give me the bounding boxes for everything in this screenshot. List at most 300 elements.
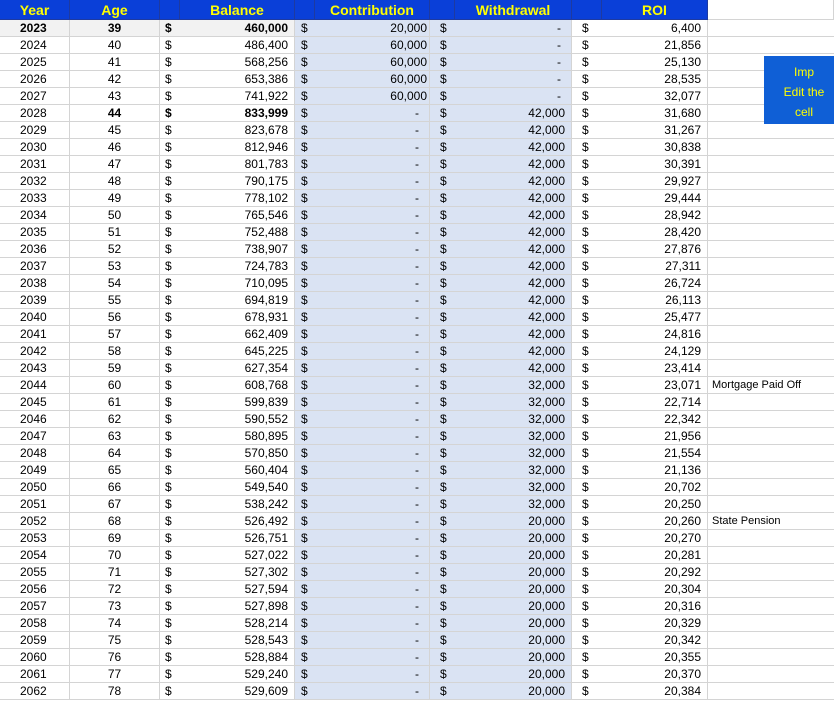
cell-roi[interactable]: 22,714 — [602, 394, 708, 411]
cell-contribution[interactable]: - — [315, 309, 430, 326]
cell-withdrawal-currency[interactable]: $ — [430, 343, 455, 360]
cell-balance-currency[interactable]: $ — [160, 343, 180, 360]
cell-contribution-currency[interactable]: $ — [295, 394, 315, 411]
cell-balance-currency[interactable]: $ — [160, 428, 180, 445]
cell-age[interactable]: 49 — [70, 190, 160, 207]
header-note-cell[interactable] — [708, 0, 834, 20]
cell-withdrawal[interactable]: 20,000 — [455, 513, 572, 530]
cell-contribution[interactable]: - — [315, 666, 430, 683]
cell-balance-currency[interactable]: $ — [160, 207, 180, 224]
cell-age[interactable]: 73 — [70, 598, 160, 615]
cell-withdrawal-currency[interactable]: $ — [430, 122, 455, 139]
cell-roi[interactable]: 30,391 — [602, 156, 708, 173]
cell-note[interactable] — [708, 530, 834, 547]
cell-roi[interactable]: 31,267 — [602, 122, 708, 139]
cell-year[interactable]: 2028 — [0, 105, 70, 122]
cell-balance[interactable]: 694,819 — [180, 292, 295, 309]
cell-withdrawal[interactable]: - — [455, 71, 572, 88]
cell-balance[interactable]: 570,850 — [180, 445, 295, 462]
cell-balance-currency[interactable]: $ — [160, 462, 180, 479]
cell-withdrawal-currency[interactable]: $ — [430, 156, 455, 173]
cell-contribution[interactable]: - — [315, 530, 430, 547]
cell-roi[interactable]: 26,724 — [602, 275, 708, 292]
cell-roi-currency[interactable]: $ — [572, 88, 602, 105]
cell-contribution[interactable]: - — [315, 207, 430, 224]
header-age[interactable]: Age — [70, 0, 160, 20]
cell-year[interactable]: 2047 — [0, 428, 70, 445]
cell-contribution[interactable]: - — [315, 462, 430, 479]
cell-roi-currency[interactable]: $ — [572, 615, 602, 632]
cell-contribution[interactable]: - — [315, 683, 430, 700]
cell-balance-currency[interactable]: $ — [160, 445, 180, 462]
cell-age[interactable]: 67 — [70, 496, 160, 513]
cell-balance-currency[interactable]: $ — [160, 309, 180, 326]
cell-withdrawal-currency[interactable]: $ — [430, 496, 455, 513]
cell-roi[interactable]: 20,370 — [602, 666, 708, 683]
cell-roi[interactable]: 20,355 — [602, 649, 708, 666]
cell-withdrawal[interactable]: 32,000 — [455, 479, 572, 496]
cell-age[interactable]: 76 — [70, 649, 160, 666]
cell-balance-currency[interactable]: $ — [160, 564, 180, 581]
cell-roi[interactable]: 20,316 — [602, 598, 708, 615]
cell-balance-currency[interactable]: $ — [160, 54, 180, 71]
cell-contribution[interactable]: 60,000 — [315, 54, 430, 71]
cell-withdrawal-currency[interactable]: $ — [430, 292, 455, 309]
cell-balance[interactable]: 790,175 — [180, 173, 295, 190]
cell-contribution[interactable]: - — [315, 445, 430, 462]
cell-withdrawal-currency[interactable]: $ — [430, 360, 455, 377]
cell-balance[interactable]: 528,543 — [180, 632, 295, 649]
cell-contribution-currency[interactable]: $ — [295, 649, 315, 666]
cell-roi-currency[interactable]: $ — [572, 207, 602, 224]
cell-balance-currency[interactable]: $ — [160, 394, 180, 411]
cell-contribution-currency[interactable]: $ — [295, 37, 315, 54]
cell-contribution[interactable]: 60,000 — [315, 71, 430, 88]
cell-withdrawal[interactable]: 32,000 — [455, 428, 572, 445]
cell-contribution-currency[interactable]: $ — [295, 479, 315, 496]
cell-withdrawal-currency[interactable]: $ — [430, 564, 455, 581]
cell-contribution[interactable]: - — [315, 598, 430, 615]
cell-contribution-currency[interactable]: $ — [295, 343, 315, 360]
cell-withdrawal[interactable]: 42,000 — [455, 156, 572, 173]
cell-withdrawal[interactable]: 42,000 — [455, 309, 572, 326]
cell-note[interactable] — [708, 360, 834, 377]
cell-age[interactable]: 39 — [70, 20, 160, 37]
cell-note[interactable] — [708, 411, 834, 428]
cell-roi-currency[interactable]: $ — [572, 462, 602, 479]
cell-year[interactable]: 2060 — [0, 649, 70, 666]
cell-withdrawal[interactable]: 42,000 — [455, 258, 572, 275]
cell-contribution[interactable]: - — [315, 377, 430, 394]
cell-roi-currency[interactable]: $ — [572, 71, 602, 88]
cell-contribution-currency[interactable]: $ — [295, 632, 315, 649]
cell-balance-currency[interactable]: $ — [160, 479, 180, 496]
cell-age[interactable]: 75 — [70, 632, 160, 649]
cell-balance[interactable]: 527,898 — [180, 598, 295, 615]
cell-balance-currency[interactable]: $ — [160, 71, 180, 88]
cell-withdrawal[interactable]: 20,000 — [455, 649, 572, 666]
cell-age[interactable]: 71 — [70, 564, 160, 581]
cell-roi[interactable]: 26,113 — [602, 292, 708, 309]
cell-withdrawal-currency[interactable]: $ — [430, 275, 455, 292]
cell-year[interactable]: 2029 — [0, 122, 70, 139]
cell-note[interactable] — [708, 666, 834, 683]
cell-roi[interactable]: 31,680 — [602, 105, 708, 122]
cell-withdrawal-currency[interactable]: $ — [430, 105, 455, 122]
cell-contribution[interactable]: - — [315, 105, 430, 122]
cell-roi-currency[interactable]: $ — [572, 292, 602, 309]
cell-age[interactable]: 53 — [70, 258, 160, 275]
cell-contribution-currency[interactable]: $ — [295, 547, 315, 564]
cell-balance[interactable]: 526,492 — [180, 513, 295, 530]
cell-balance-currency[interactable]: $ — [160, 275, 180, 292]
cell-age[interactable]: 43 — [70, 88, 160, 105]
cell-contribution[interactable]: - — [315, 156, 430, 173]
cell-withdrawal[interactable]: 42,000 — [455, 224, 572, 241]
cell-contribution[interactable]: - — [315, 649, 430, 666]
header-contribution-currency-cell[interactable] — [295, 0, 315, 20]
cell-age[interactable]: 46 — [70, 139, 160, 156]
cell-age[interactable]: 77 — [70, 666, 160, 683]
cell-withdrawal[interactable]: 20,000 — [455, 598, 572, 615]
cell-note[interactable] — [708, 326, 834, 343]
cell-year[interactable]: 2050 — [0, 479, 70, 496]
cell-withdrawal-currency[interactable]: $ — [430, 190, 455, 207]
cell-contribution[interactable]: - — [315, 122, 430, 139]
cell-balance[interactable]: 741,922 — [180, 88, 295, 105]
cell-balance-currency[interactable]: $ — [160, 292, 180, 309]
cell-roi-currency[interactable]: $ — [572, 37, 602, 54]
cell-roi-currency[interactable]: $ — [572, 258, 602, 275]
cell-contribution[interactable]: - — [315, 139, 430, 156]
cell-balance-currency[interactable]: $ — [160, 190, 180, 207]
cell-contribution[interactable]: - — [315, 241, 430, 258]
cell-contribution-currency[interactable]: $ — [295, 326, 315, 343]
cell-balance-currency[interactable]: $ — [160, 513, 180, 530]
cell-balance[interactable]: 608,768 — [180, 377, 295, 394]
cell-withdrawal[interactable]: - — [455, 54, 572, 71]
cell-year[interactable]: 2023 — [0, 20, 70, 37]
cell-contribution-currency[interactable]: $ — [295, 462, 315, 479]
cell-balance[interactable]: 527,022 — [180, 547, 295, 564]
cell-balance[interactable]: 486,400 — [180, 37, 295, 54]
cell-withdrawal[interactable]: 42,000 — [455, 105, 572, 122]
cell-contribution-currency[interactable]: $ — [295, 71, 315, 88]
cell-withdrawal[interactable]: 42,000 — [455, 326, 572, 343]
cell-withdrawal-currency[interactable]: $ — [430, 530, 455, 547]
cell-age[interactable]: 74 — [70, 615, 160, 632]
cell-year[interactable]: 2061 — [0, 666, 70, 683]
cell-withdrawal-currency[interactable]: $ — [430, 649, 455, 666]
cell-roi[interactable]: 21,554 — [602, 445, 708, 462]
cell-contribution[interactable]: - — [315, 513, 430, 530]
cell-year[interactable]: 2024 — [0, 37, 70, 54]
cell-note[interactable] — [708, 190, 834, 207]
cell-balance-currency[interactable]: $ — [160, 632, 180, 649]
cell-balance[interactable]: 528,214 — [180, 615, 295, 632]
cell-roi-currency[interactable]: $ — [572, 598, 602, 615]
cell-note[interactable] — [708, 479, 834, 496]
cell-contribution-currency[interactable]: $ — [295, 530, 315, 547]
cell-withdrawal[interactable]: 20,000 — [455, 564, 572, 581]
cell-balance[interactable]: 627,354 — [180, 360, 295, 377]
cell-balance[interactable]: 529,609 — [180, 683, 295, 700]
cell-note[interactable]: Mortgage Paid Off — [708, 377, 834, 394]
cell-roi[interactable]: 29,927 — [602, 173, 708, 190]
cell-balance[interactable]: 653,386 — [180, 71, 295, 88]
cell-age[interactable]: 55 — [70, 292, 160, 309]
cell-contribution-currency[interactable]: $ — [295, 156, 315, 173]
header-balance-currency-cell[interactable] — [160, 0, 180, 20]
cell-contribution[interactable]: - — [315, 190, 430, 207]
cell-roi-currency[interactable]: $ — [572, 496, 602, 513]
cell-withdrawal[interactable]: - — [455, 20, 572, 37]
cell-contribution[interactable]: - — [315, 275, 430, 292]
cell-roi-currency[interactable]: $ — [572, 156, 602, 173]
cell-contribution-currency[interactable]: $ — [295, 428, 315, 445]
cell-note[interactable] — [708, 207, 834, 224]
cell-contribution-currency[interactable]: $ — [295, 224, 315, 241]
cell-contribution[interactable]: 60,000 — [315, 88, 430, 105]
cell-note[interactable] — [708, 564, 834, 581]
cell-contribution-currency[interactable]: $ — [295, 496, 315, 513]
cell-balance-currency[interactable]: $ — [160, 598, 180, 615]
cell-balance[interactable]: 590,552 — [180, 411, 295, 428]
cell-contribution[interactable]: - — [315, 632, 430, 649]
cell-year[interactable]: 2048 — [0, 445, 70, 462]
cell-note[interactable] — [708, 224, 834, 241]
cell-year[interactable]: 2053 — [0, 530, 70, 547]
cell-balance[interactable]: 765,546 — [180, 207, 295, 224]
cell-balance-currency[interactable]: $ — [160, 530, 180, 547]
cell-note[interactable] — [708, 598, 834, 615]
cell-roi-currency[interactable]: $ — [572, 530, 602, 547]
cell-note[interactable] — [708, 445, 834, 462]
cell-roi-currency[interactable]: $ — [572, 564, 602, 581]
cell-contribution-currency[interactable]: $ — [295, 615, 315, 632]
cell-contribution-currency[interactable]: $ — [295, 20, 315, 37]
cell-contribution-currency[interactable]: $ — [295, 258, 315, 275]
cell-year[interactable]: 2059 — [0, 632, 70, 649]
cell-year[interactable]: 2033 — [0, 190, 70, 207]
cell-withdrawal[interactable]: 20,000 — [455, 683, 572, 700]
cell-withdrawal-currency[interactable]: $ — [430, 598, 455, 615]
cell-withdrawal[interactable]: 20,000 — [455, 581, 572, 598]
cell-withdrawal-currency[interactable]: $ — [430, 173, 455, 190]
cell-balance[interactable]: 833,999 — [180, 105, 295, 122]
cell-age[interactable]: 63 — [70, 428, 160, 445]
cell-roi[interactable]: 22,342 — [602, 411, 708, 428]
cell-contribution[interactable]: 60,000 — [315, 37, 430, 54]
cell-contribution[interactable]: - — [315, 394, 430, 411]
cell-age[interactable]: 64 — [70, 445, 160, 462]
cell-balance-currency[interactable]: $ — [160, 20, 180, 37]
cell-roi-currency[interactable]: $ — [572, 649, 602, 666]
cell-roi[interactable]: 20,329 — [602, 615, 708, 632]
cell-balance[interactable]: 527,302 — [180, 564, 295, 581]
cell-withdrawal-currency[interactable]: $ — [430, 411, 455, 428]
cell-contribution[interactable]: - — [315, 581, 430, 598]
cell-age[interactable]: 59 — [70, 360, 160, 377]
cell-year[interactable]: 2043 — [0, 360, 70, 377]
cell-withdrawal[interactable]: 42,000 — [455, 360, 572, 377]
cell-year[interactable]: 2031 — [0, 156, 70, 173]
cell-balance-currency[interactable]: $ — [160, 156, 180, 173]
cell-withdrawal-currency[interactable]: $ — [430, 428, 455, 445]
cell-roi[interactable]: 30,838 — [602, 139, 708, 156]
cell-withdrawal[interactable]: 42,000 — [455, 173, 572, 190]
cell-year[interactable]: 2062 — [0, 683, 70, 700]
cell-balance-currency[interactable]: $ — [160, 326, 180, 343]
cell-contribution-currency[interactable]: $ — [295, 360, 315, 377]
cell-withdrawal-currency[interactable]: $ — [430, 71, 455, 88]
cell-withdrawal[interactable]: 42,000 — [455, 139, 572, 156]
cell-roi-currency[interactable]: $ — [572, 377, 602, 394]
cell-contribution[interactable]: - — [315, 224, 430, 241]
cell-withdrawal[interactable]: 32,000 — [455, 496, 572, 513]
cell-balance-currency[interactable]: $ — [160, 241, 180, 258]
cell-withdrawal[interactable]: - — [455, 37, 572, 54]
cell-roi-currency[interactable]: $ — [572, 547, 602, 564]
cell-roi[interactable]: 32,077 — [602, 88, 708, 105]
cell-year[interactable]: 2042 — [0, 343, 70, 360]
cell-year[interactable]: 2055 — [0, 564, 70, 581]
cell-withdrawal-currency[interactable]: $ — [430, 309, 455, 326]
cell-age[interactable]: 60 — [70, 377, 160, 394]
cell-withdrawal[interactable]: 42,000 — [455, 122, 572, 139]
cell-withdrawal-currency[interactable]: $ — [430, 479, 455, 496]
cell-balance-currency[interactable]: $ — [160, 547, 180, 564]
cell-balance-currency[interactable]: $ — [160, 258, 180, 275]
cell-balance-currency[interactable]: $ — [160, 173, 180, 190]
cell-contribution-currency[interactable]: $ — [295, 207, 315, 224]
cell-year[interactable]: 2032 — [0, 173, 70, 190]
cell-note[interactable] — [708, 649, 834, 666]
cell-withdrawal[interactable]: 20,000 — [455, 615, 572, 632]
cell-note[interactable] — [708, 632, 834, 649]
cell-year[interactable]: 2054 — [0, 547, 70, 564]
cell-roi[interactable]: 28,420 — [602, 224, 708, 241]
cell-age[interactable]: 78 — [70, 683, 160, 700]
cell-age[interactable]: 66 — [70, 479, 160, 496]
cell-note[interactable] — [708, 275, 834, 292]
cell-withdrawal-currency[interactable]: $ — [430, 241, 455, 258]
cell-contribution[interactable]: - — [315, 292, 430, 309]
cell-balance[interactable]: 752,488 — [180, 224, 295, 241]
cell-age[interactable]: 52 — [70, 241, 160, 258]
cell-roi-currency[interactable]: $ — [572, 241, 602, 258]
cell-age[interactable]: 41 — [70, 54, 160, 71]
cell-contribution-currency[interactable]: $ — [295, 666, 315, 683]
header-roi-currency-cell[interactable] — [572, 0, 602, 20]
cell-year[interactable]: 2056 — [0, 581, 70, 598]
cell-withdrawal-currency[interactable]: $ — [430, 139, 455, 156]
cell-roi-currency[interactable]: $ — [572, 190, 602, 207]
cell-roi[interactable]: 28,942 — [602, 207, 708, 224]
cell-roi[interactable]: 20,702 — [602, 479, 708, 496]
cell-age[interactable]: 50 — [70, 207, 160, 224]
cell-balance[interactable]: 560,404 — [180, 462, 295, 479]
cell-balance-currency[interactable]: $ — [160, 649, 180, 666]
cell-note[interactable] — [708, 309, 834, 326]
cell-balance-currency[interactable]: $ — [160, 105, 180, 122]
cell-year[interactable]: 2030 — [0, 139, 70, 156]
cell-contribution[interactable]: - — [315, 258, 430, 275]
cell-withdrawal[interactable]: 32,000 — [455, 411, 572, 428]
cell-note[interactable] — [708, 139, 834, 156]
cell-balance-currency[interactable]: $ — [160, 224, 180, 241]
cell-roi-currency[interactable]: $ — [572, 326, 602, 343]
cell-roi[interactable]: 21,136 — [602, 462, 708, 479]
cell-balance-currency[interactable]: $ — [160, 666, 180, 683]
cell-note[interactable] — [708, 122, 834, 139]
cell-balance[interactable]: 778,102 — [180, 190, 295, 207]
cell-roi[interactable]: 28,535 — [602, 71, 708, 88]
cell-withdrawal-currency[interactable]: $ — [430, 258, 455, 275]
cell-contribution[interactable]: - — [315, 343, 430, 360]
cell-roi[interactable]: 20,260 — [602, 513, 708, 530]
cell-roi[interactable]: 20,292 — [602, 564, 708, 581]
cell-balance[interactable]: 549,540 — [180, 479, 295, 496]
cell-withdrawal-currency[interactable]: $ — [430, 88, 455, 105]
cell-year[interactable]: 2035 — [0, 224, 70, 241]
cell-roi[interactable]: 23,414 — [602, 360, 708, 377]
cell-roi-currency[interactable]: $ — [572, 122, 602, 139]
cell-withdrawal-currency[interactable]: $ — [430, 377, 455, 394]
cell-withdrawal[interactable]: 42,000 — [455, 190, 572, 207]
cell-balance[interactable]: 538,242 — [180, 496, 295, 513]
cell-roi-currency[interactable]: $ — [572, 173, 602, 190]
cell-note[interactable] — [708, 581, 834, 598]
cell-withdrawal-currency[interactable]: $ — [430, 224, 455, 241]
cell-withdrawal-currency[interactable]: $ — [430, 326, 455, 343]
cell-roi[interactable]: 21,956 — [602, 428, 708, 445]
cell-contribution-currency[interactable]: $ — [295, 122, 315, 139]
cell-age[interactable]: 40 — [70, 37, 160, 54]
cell-roi-currency[interactable]: $ — [572, 394, 602, 411]
cell-note[interactable] — [708, 156, 834, 173]
cell-roi-currency[interactable]: $ — [572, 513, 602, 530]
cell-contribution-currency[interactable]: $ — [295, 445, 315, 462]
cell-roi[interactable]: 6,400 — [602, 20, 708, 37]
cell-contribution-currency[interactable]: $ — [295, 190, 315, 207]
cell-contribution-currency[interactable]: $ — [295, 411, 315, 428]
cell-withdrawal-currency[interactable]: $ — [430, 20, 455, 37]
cell-roi[interactable]: 25,130 — [602, 54, 708, 71]
cell-roi-currency[interactable]: $ — [572, 105, 602, 122]
cell-balance[interactable]: 724,783 — [180, 258, 295, 275]
cell-year[interactable]: 2045 — [0, 394, 70, 411]
cell-withdrawal-currency[interactable]: $ — [430, 54, 455, 71]
cell-balance-currency[interactable]: $ — [160, 122, 180, 139]
cell-contribution[interactable]: - — [315, 411, 430, 428]
cell-contribution-currency[interactable]: $ — [295, 513, 315, 530]
cell-roi-currency[interactable]: $ — [572, 343, 602, 360]
cell-roi[interactable]: 25,477 — [602, 309, 708, 326]
cell-year[interactable]: 2038 — [0, 275, 70, 292]
cell-balance[interactable]: 801,783 — [180, 156, 295, 173]
cell-age[interactable]: 68 — [70, 513, 160, 530]
cell-contribution[interactable]: - — [315, 615, 430, 632]
cell-balance[interactable]: 527,594 — [180, 581, 295, 598]
cell-roi-currency[interactable]: $ — [572, 683, 602, 700]
cell-contribution-currency[interactable]: $ — [295, 105, 315, 122]
cell-balance-currency[interactable]: $ — [160, 683, 180, 700]
header-balance[interactable]: Balance — [180, 0, 295, 20]
cell-note[interactable] — [708, 292, 834, 309]
cell-contribution-currency[interactable]: $ — [295, 598, 315, 615]
cell-balance[interactable]: 526,751 — [180, 530, 295, 547]
